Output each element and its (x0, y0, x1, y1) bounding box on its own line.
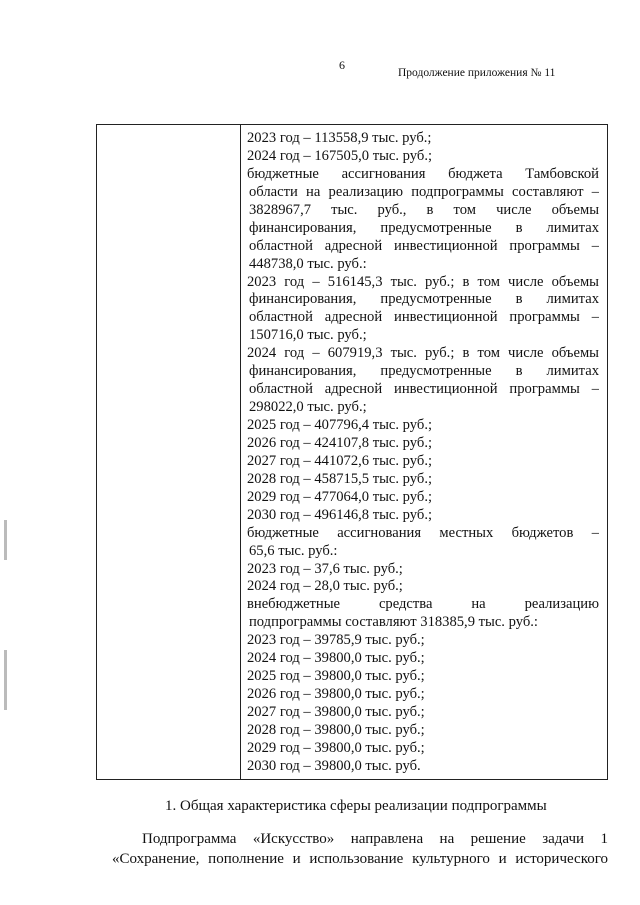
table-line: 2029 год – 477064,0 тыс. руб.; (247, 488, 433, 505)
table-line: 2023 год – 37,6 тыс. руб.; (247, 560, 403, 577)
table-line: 2030 год – 39800,0 тыс. руб. (247, 757, 421, 774)
funding-cell (247, 130, 599, 776)
table-line: 2029 год – 39800,0 тыс. руб.; (247, 739, 425, 756)
table-line: 65,6 тыс. руб.: (249, 542, 338, 559)
table-line: 2030 год – 496146,8 тыс. руб.; (247, 506, 433, 523)
table-line: 2024 год – 28,0 тыс. руб.; (247, 578, 403, 595)
table-line: 2024 год – 607919,3 тыс. руб.; в том числе объемы (247, 345, 599, 362)
table-line: 3828967,7 тыс. руб., в том числе объемы (249, 201, 599, 218)
table-line: 2028 год – 39800,0 тыс. руб.; (247, 721, 425, 738)
table-line: областной адресной инвестиционной программы – (249, 309, 599, 326)
table-line: 2023 год – 516145,3 тыс. руб.; в том числе объемы (247, 273, 599, 290)
table-line: внебюджетные средства на реализацию (247, 596, 599, 613)
scan-margin-mark (4, 650, 7, 710)
table-line: финансирования, предусмотренные в лимитах (249, 363, 599, 380)
table-line: 150716,0 тыс. руб.; (249, 327, 367, 344)
table-line: бюджетные ассигнования бюджета Тамбовской (247, 165, 599, 182)
table-line: финансирования, предусмотренные в лимитах (249, 219, 599, 236)
body-line: Подпрограмма «Искусство» направлена на решение задачи 1 (142, 831, 608, 847)
table-line: 2023 год – 113558,9 тыс. руб.; (247, 130, 432, 146)
table-line: областной адресной инвестиционной программы – (249, 381, 599, 398)
table-line: 2026 год – 424107,8 тыс. руб.; (247, 434, 433, 451)
table-line: бюджетные ассигнования местных бюджетов – (247, 524, 599, 541)
page-number: 6 (339, 58, 345, 72)
table-line: области на реализацию подпрограммы составляют – (249, 183, 599, 200)
funding-table (96, 124, 608, 780)
table-line: 2025 год – 407796,4 тыс. руб.; (247, 417, 433, 433)
table-line: 298022,0 тыс. руб.; (249, 399, 367, 416)
table-column-divider (240, 125, 241, 779)
table-line: 448738,0 тыс. руб.: (249, 255, 367, 272)
table-line: областной адресной инвестиционной программы – (249, 237, 599, 254)
body-paragraph (112, 829, 608, 869)
table-line: 2024 год – 39800,0 тыс. руб.; (247, 650, 425, 667)
table-line: 2025 год – 39800,0 тыс. руб.; (247, 668, 425, 685)
body-line: «Сохранение, пополнение и использование культурного и исторического (112, 851, 608, 867)
continuation-header: Продолжение приложения № 11 (398, 67, 556, 79)
table-line: подпрограммы составляют 318385,9 тыс. руб.: (249, 614, 538, 631)
table-line: 2028 год – 458715,5 тыс. руб.; (247, 470, 433, 487)
table-line: финансирования, предусмотренные в лимитах (249, 291, 599, 308)
table-line: 2027 год – 441072,6 тыс. руб.; (247, 452, 433, 469)
table-line: 2024 год – 167505,0 тыс. руб.; (247, 147, 433, 164)
scan-margin-mark (4, 520, 7, 560)
table-line: 2027 год – 39800,0 тыс. руб.; (247, 704, 425, 720)
table-line: 2026 год – 39800,0 тыс. руб.; (247, 686, 425, 703)
table-line: 2023 год – 39785,9 тыс. руб.; (247, 632, 425, 649)
section-heading: 1. Общая характеристика сферы реализации подпрограммы (165, 798, 547, 814)
